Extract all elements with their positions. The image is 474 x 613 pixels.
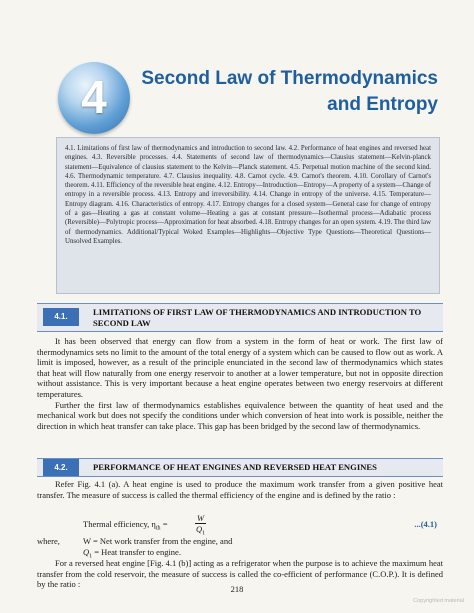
chapter-title-line1: Second Law of Thermodynamics [141,68,438,89]
paragraph: Refer Fig. 4.1 (a). A heat engine is used to produce the maximum work transfer from a given positive heat transfer. The measure of success is called the thermal efficiency of the engine and is defined by the ratio : [37,479,443,500]
chapter-contents-box [56,137,440,294]
chapter-number: 4 [81,71,107,123]
equation-fraction: $\frac{W}{Q_1}$ [195,513,206,537]
definition-w: W = Net work transfer from the engine, and [83,536,233,546]
paragraph: It has been observed that energy can flow from a system in the form of heat or work. The first law of thermodynamics sets no limit to the amount of the total energy of a system which can be caused to flow out as work. A limit is imposed, however, as a result of the principle enunciated in the second law of thermodynamics which states that heat will flow naturally from one energy reservoir to another at a lower temperature, but not in opposite direction without assistance. This is very important because a heat engine operates between two energy reservoirs at different temperatures. [37,336,443,399]
section-heading-4-1 [37,303,443,332]
section-heading-4-2 [37,458,443,477]
where-label: where, [37,536,60,546]
section-number: 4.1. [43,308,79,326]
chapter-number-badge [58,62,130,134]
chapter-title [138,66,438,118]
chapter-contents-text: 4.1. Limitations of first law of thermodynamics and introduction to second law. 4.2. Performance of heat engines and reversed heat engines. 4.3. Reversible processes. 4.4. Statements of second law of thermodynamics—Clausius statement—Kelvin-planck statement—Equivalence of clausius statement to the Kelvin—Planck statement. 4.5. Perpetual motion machine of the second kind. 4.6. Thermodynamic temperature. 4.7. Clausius inequality. 4.8. Carnot cycle. 4.9. Carnot's theorem. 4.10. Corollary of Carnot's theorem. 4.11. Efficiency of the reversible heat engine. 4.12. Entropy—Introduction—Entropy—A property of a system—Change of entropy in a reversible process. 4.13. Entropy and irreversibility. 4.14. Change in entropy of the universe. 4.15. Temperature—Entropy diagram. 4.16. Characteristics of entropy. 4.17. Entropy changes for a closed system—General case for change of entropy of a gas—Heating a gas at constant volume—Heating a gas at constant pressure—Isothermal process—Adiabatic process (Reversible)—Polytropic process—Approximation for heat absorbed. 4.18. Entropy changes for an open system. 4.19. The third law of thermodynamics. Additional/Typical Woked Examples—Highlights—Objective Type Questions—Theoretical Questions—Unsolved Examples. [65,145,431,245]
section-title: LIMITATIONS OF FIRST LAW OF THERMODYNAMICS AND INTRODUCTION TO SECOND LAW [93,307,422,328]
page-number: 218 [230,584,244,594]
section-number: 4.2. [43,459,79,476]
definition-q1: $Q_1$ = Heat transfer to engine. [83,547,181,560]
section-4-2-intro [37,479,443,500]
section-title: PERFORMANCE OF HEAT ENGINES AND REVERSED HEAT ENGINES [93,462,377,472]
chapter-title-line2: and Entropy [327,94,438,115]
paragraph: Further the first law of thermodynamics establishes equivalence between the quantity of heat used and the mechanical work but does not specify the conditions under which conversion of heat into work is possible, neither the direction in which heat transfer can take place. This gap has been bridged by the second law of thermodynamics. [37,399,443,431]
section-4-1-body [37,336,443,431]
copyright-watermark: Copyrighted material [413,598,464,604]
equation-label: Thermal efficiency, $\eta_{th}$ = [83,519,168,532]
equation-number: ...(4.1) [414,519,437,529]
efficiency-equation [37,513,443,535]
paragraph: For a reversed heat engine [Fig. 4.1 (b)] acting as a refrigerator when the purpose is to achieve the maximum heat transfer from the cold reservoir, the measure of success is called the co-efficient of performance (C.O.P.). It is defined by the ratio : [37,558,443,590]
